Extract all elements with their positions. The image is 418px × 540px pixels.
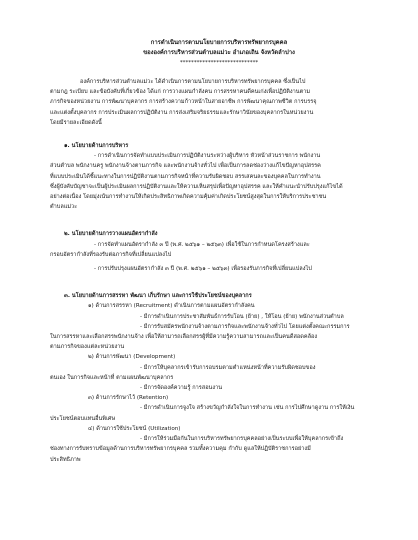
intro-line: และแต่งตั้งบุคลากร การประเมินผลการปฏิบัติงาน การส่งเสริมจริยธรรมและรักษาวินัยของบุคลากรในหน่วยงาน <box>50 109 314 116</box>
development-line: - มีการให้บุคลากรเข้ารับการอบรมตามตำแหน่งหน้าที่ความรับผิดชอบของ <box>140 364 316 371</box>
recruitment-line: - มีการดำเนินการประชาสัมพันธ์การรับโอน (ย้าย) , ให้โอน (ย้าย) พนักงานส่วนตำบล <box>140 313 344 320</box>
recruitment-line: ในการสรรหาและเลือกสรรพนักงานจ้าง เพื่อให้สามารถเลือกสรรผู้ที่มีความรู้ความสามารถและเป็นคนดีสอดคล้อง <box>50 334 318 341</box>
section-2-heading: ๒. นโยบายด้านการวางแผนอัตรากำลัง <box>64 231 158 238</box>
section-1-line: ที่แบบประเมินได้ชี้แนะทางในการปฏิบัติงานตามภารกิจหน้าที่ความรับผิดชอบ สรรเสคนละของบุคคลในการทำงาน <box>50 173 321 180</box>
recruitment-line: ตามภารกิจของแต่ละหน่วยงาน <box>50 344 125 351</box>
section-1-body <box>50 151 378 212</box>
section-1-heading: ๑. นโยบายด้านการบริหาร <box>64 143 129 150</box>
recruitment-line: - มีการรับสมัครพนักงานจ้างตามภารกิจและพนักงานจ้างทั่วไป โดยแต่งตั้งคณะกรรมการ <box>140 323 350 330</box>
intro-line: ตามกฎ ระเบียบ และข้อบังคับที่เกี่ยวข้อง ได้แก่ การวางแผนกำลังคน การสรรหาคนดีคนเก่งเพื่อปฏิบัติงานตาม <box>50 89 311 96</box>
utilization-heading: ๔) ด้านการใช้ประโยชน์ (Utilization) <box>88 425 181 432</box>
development-line: - มีการจัดองค์ความรู้ การสอนงาน <box>140 385 223 392</box>
utilization-line: ช่องทางการรับทราบข้อมูลด้านการบริหารทรัพยากรบุคคล รวมทั้งความคุม กำกับ ดูแลให้ปฏิบัติราชการอย่างมี <box>50 446 311 453</box>
retention-line: ประโยชน์ตอบแทนอื่นพิเศษ <box>50 415 116 422</box>
recruitment-heading: ๑) ด้านการสรรหา (Recruitment) ดำเนินการตามแผนอัตรากำลังคน <box>88 303 255 310</box>
section-3-body <box>50 301 378 464</box>
section-2-line: กรอบอัตรากำลังที่รองรับต่อภารกิจที่เปลี่ยนแปลงไป <box>50 251 172 258</box>
intro-paragraph <box>50 77 378 128</box>
intro-line: ภารกิจของหน่วยงาน การพัฒนาบุคลากร การสร้างความก้าวหน้าในสายอาชีพ การพัฒนาคุณภาพชีวิต การบรรจุ <box>50 99 317 106</box>
intro-line: โดยมีรายละเอียดดังนี้ <box>50 119 102 126</box>
retention-line: - มีการดำเนินการจูงใจ สร้างขวัญกำลังใจในการทำงาน เช่น การไปศึกษาดูงาน การให้เงิน <box>140 405 355 412</box>
title-separator: **************************** <box>179 60 259 66</box>
utilization-line: ประสิทธิภาพ <box>50 456 81 463</box>
document-title <box>60 38 378 58</box>
development-line: ตนเอง ในการกิจและหน้าที่ ตามแผนพัฒนาบุคลากร <box>50 374 174 381</box>
retention-heading: ๓) ด้านการรักษาไว้ (Retention) <box>88 395 169 402</box>
section-1-line: - การดำเนินการจัดทำแบบประเมินการปฏิบัติงานระหว่างผู้บริหาร หัวหน้าส่วนราชการ พนักงาน <box>94 153 321 160</box>
section-1-line: อย่างต่อเนื่อง โดยมุ่งเน้นการทำงานให้เกิดประสิทธิภาพเกิดความคุ้มค่าเกิดประโยชน์สูงสุดในการให้บริการประชาชน <box>50 194 327 201</box>
section-1-line: ส่วนตำบล พนักงานครู พนักงานจ้างตามภารกิจ และพนักงานจ้างทั่วไป เพื่อเป็นการลดช่องว่างแก้ไขปัญหาอุปสรรค <box>50 163 321 170</box>
section-1-line: ตำบลแม่วะ <box>50 204 78 211</box>
title-line-1: การดำเนินการตามนโยบายการบริหารทรัพยากรบุคคล <box>150 40 288 46</box>
section-2-body <box>50 240 378 275</box>
development-heading: ๒) ด้านการพัฒนา (Development) <box>88 354 176 361</box>
section-1-line: ซึ่งผู้บังคับบัญชาจะเป็นผู้ประเมินผลการปฏิบัติงานและให้ความเห็นสรุปเพื่อปัญหาอุปสรรค และให้คำแนะนำปรับปรุงแก้ไขได้ <box>50 183 343 190</box>
intro-line: องค์การบริหารส่วนตำบลแม่วะ ได้ดำเนินการตามนโยบายการบริหารทรัพยากรบุคคล ซึ่งเป็นไป <box>80 79 306 85</box>
section-3-heading: ๓. นโยบายด้านการสรรหา พัฒนา เก็บรักษา และการใช้ประโยชน์ของบุคลากร <box>64 293 252 300</box>
section-2-line: - การปรับปรุงแผนอัตรากำลัง ๓ ปี (พ.ศ. ๒๕๖๑ – ๒๕๖๓) เพื่อรองรับภารกิจที่เปลี่ยนแปลงไป <box>94 266 312 273</box>
section-2-line: - การจัดทำแผนอัตรากำลัง ๓ ปี (พ.ศ. ๒๕๖๑ – ๒๕๖๓) เพื่อใช้ในการกำหนดโครงสร้างและ <box>94 241 310 248</box>
title-line-2: ขององค์การบริหารส่วนตำบลแม่วะ อำเภอเถิน จังหวัดลำปาง <box>143 50 295 56</box>
utilization-line: - มีการให้ร่วมมือกันในการบริหารทรัพยากรบุคคลอย่างเป็นระบบเพื่อให้บุคลากรเข้าถึง <box>140 436 344 443</box>
